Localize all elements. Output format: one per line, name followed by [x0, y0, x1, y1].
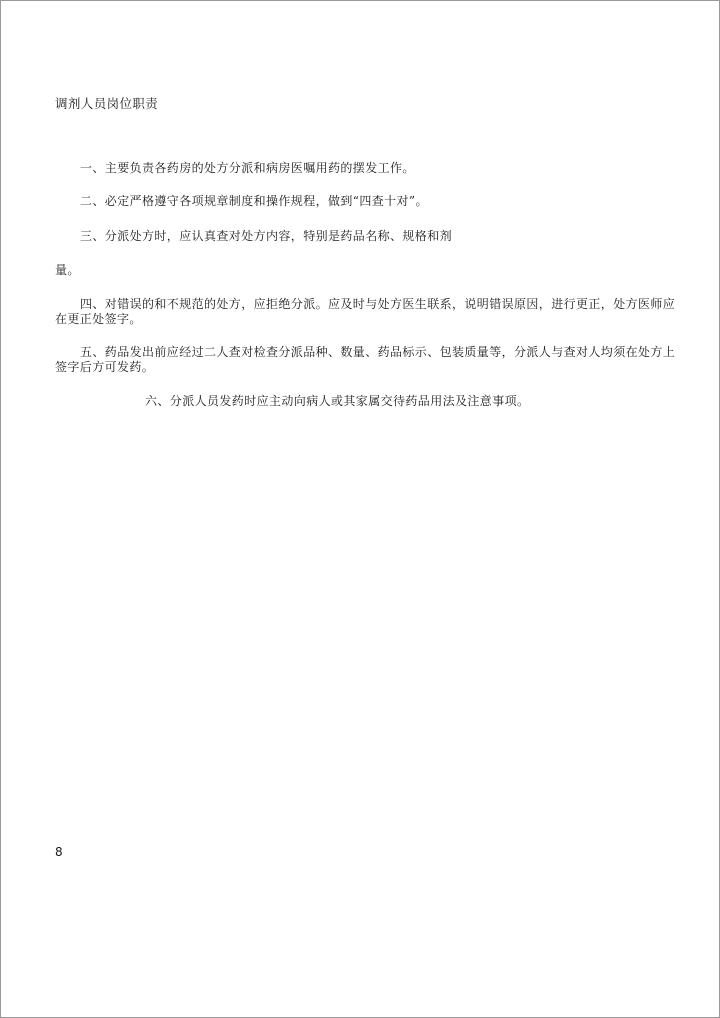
duty-item-6: 六、分派人员发药时应主动向病人或其家属交待药品用法及注意事项。 [145, 394, 530, 408]
document-title: 调剂人员岗位职责 [55, 96, 159, 111]
duty-item-4-line-1: 四、对错误的和不规范的处方，应拒绝分派。应及时与处方医生联系，说明错误原因，进行更正，处方医师应 [80, 297, 676, 311]
duty-item-3-line-2: 量。 [55, 263, 80, 277]
duty-item-3-line-1: 三、分派处方时，应认真查对处方内容，特别是药品名称、规格和剂 [80, 229, 453, 243]
page-number: 8 [55, 845, 64, 859]
duty-item-5-line-2: 签字后方可发药。 [55, 360, 155, 374]
duty-item-5-line-1: 五、药品发出前应经过二人查对检查分派品种、数量、药品标示、包装质量等，分派人与查对人均须在处方上 [80, 345, 676, 359]
duty-item-2: 二、必定严格遵守各项规章制度和操作规程，做到“四查十对”。 [80, 194, 428, 208]
duty-item-4-line-2: 在更正处签字。 [55, 312, 142, 326]
duty-item-1: 一、主要负责各药房的处方分派和病房医嘱用药的摆发工作。 [80, 161, 415, 175]
